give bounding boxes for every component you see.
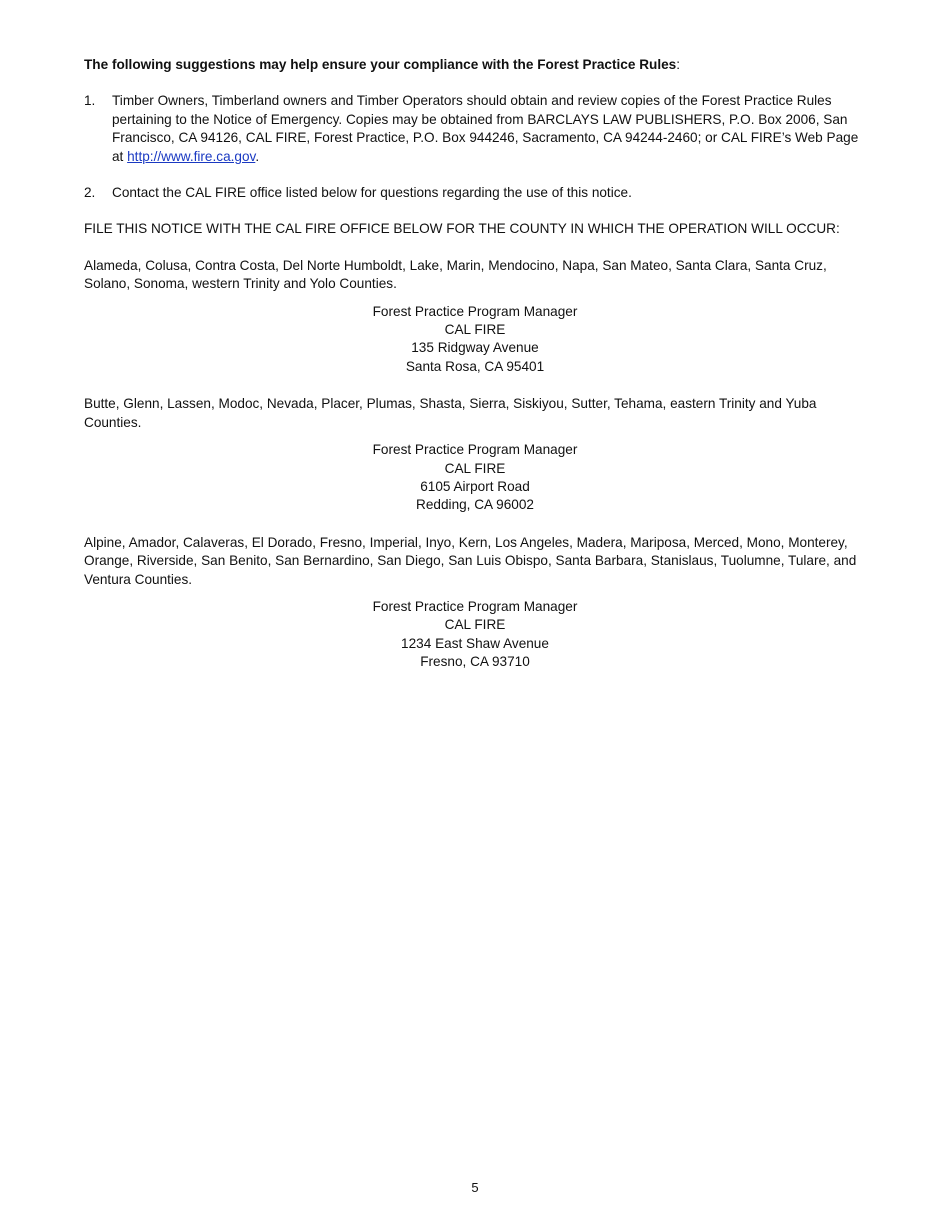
office-title: Forest Practice Program Manager [372,598,578,614]
office-title: Forest Practice Program Manager [372,303,578,319]
intro-heading [84,56,866,74]
file-notice-instruction: FILE THIS NOTICE WITH THE CAL FIRE OFFICE BELOW FOR THE COUNTY IN WHICH THE OPERATION WILL OCCUR: [84,221,840,237]
office-agency: CAL FIRE [444,460,506,476]
office-counties-fresno: Alpine, Amador, Calaveras, El Dorado, Fresno, Imperial, Inyo, Kern, Los Angeles, Madera, Mariposa, Merced, Mono, Monterey, Orange, Riverside, San Benito, San Bernardino, San Diego, San Luis Obispo, Santa Barbara, Stanislaus, Tuolumne, Tulare, and Ventura Counties. [84,534,857,587]
document-body [84,56,866,691]
office-address-redding [84,441,866,515]
page-number: 5 [471,1180,479,1195]
list-item-text: Timber Owners, Timberland owners and Timber Operators should obtain and review copies of the Forest Practice Rules pertaining to the Notice of Emergency. Copies may be obtained from BARCLAYS LAW PUBLISHERS, P.O. Box 2006, San Francisco, CA 94126, CAL FIRE, Forest Practice, P.O. Box 944246, Sacramento, CA 94244-2460; or CAL FIRE’s Web Page at [112,93,859,164]
office-address-fresno [84,598,866,672]
intro-colon: : [676,57,680,72]
office-city: Redding, CA 96002 [416,497,534,513]
intro-bold-text: The following suggestions may help ensure your compliance with the Forest Practice Rules [84,57,677,72]
suggestions-list [84,92,866,202]
list-item-number: 1. [84,93,96,109]
office-agency: CAL FIRE [444,322,506,338]
list-item [84,92,866,166]
office-counties-santa-rosa: Alameda, Colusa, Contra Costa, Del Norte Humboldt, Lake, Marin, Mendocino, Napa, San Mateo, Santa Clara, Santa Cruz, Solano, Sonoma, western Trinity and Yolo Counties. [84,257,827,292]
list-item-number: 2. [84,185,96,201]
office-street: 1234 East Shaw Avenue [401,635,549,651]
office-street: 6105 Airport Road [420,478,530,494]
office-address-santa-rosa [84,303,866,377]
office-agency: CAL FIRE [444,617,506,633]
list-item-text: Contact the CAL FIRE office listed below for questions regarding the use of this notice. [112,185,632,201]
office-street: 135 Ridgway Avenue [411,340,539,356]
office-city: Santa Rosa, CA 95401 [405,358,545,374]
fire-website-link[interactable]: http://www.fire.ca.gov [127,148,256,164]
office-city: Fresno, CA 93710 [420,654,530,670]
list-item-period: . [255,148,260,164]
list-item [84,184,866,202]
office-counties-redding: Butte, Glenn, Lassen, Modoc, Nevada, Placer, Plumas, Shasta, Sierra, Siskiyou, Sutter, Tehama, eastern Trinity and Yuba Counties. [84,396,817,430]
office-title: Forest Practice Program Manager [372,442,578,458]
